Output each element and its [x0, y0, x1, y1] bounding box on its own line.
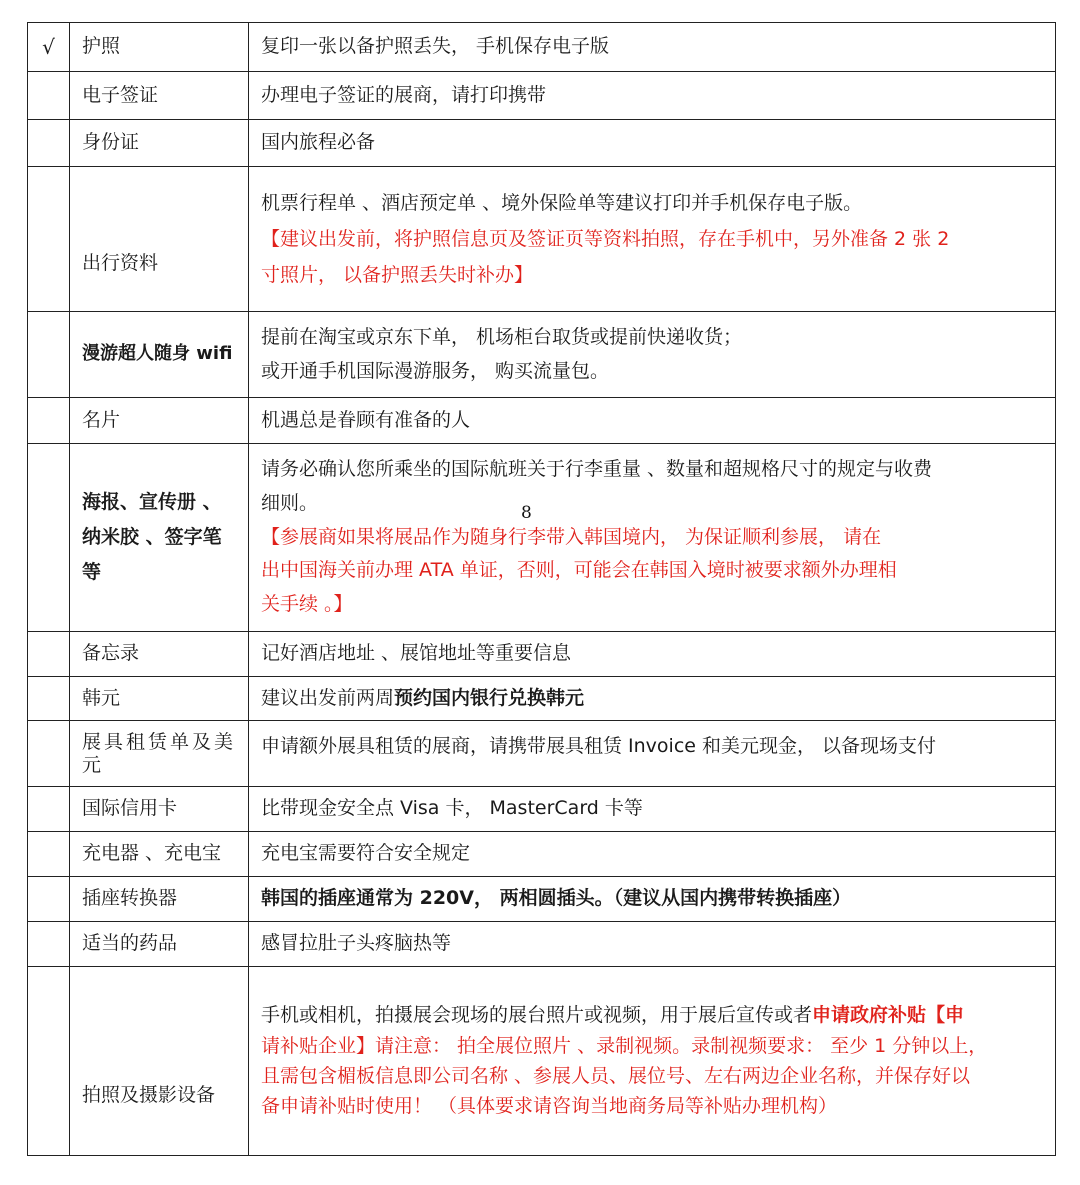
note-cell: [249, 444, 1056, 632]
check-cell[interactable]: [28, 832, 70, 877]
note-cell: 比带现金安全点 Visa 卡， MasterCard 卡等: [249, 787, 1056, 832]
check-cell[interactable]: [28, 444, 70, 632]
table-row: [28, 677, 1056, 721]
note-cell: 韩国的插座通常为 220V， 两相圆插头。（建议从国内携带转换插座）: [249, 877, 1056, 922]
check-cell[interactable]: [28, 967, 70, 1156]
table-row: [28, 967, 1056, 1156]
note-cell: [249, 312, 1056, 398]
item-cell: 韩元: [70, 677, 249, 721]
note-line: [261, 1000, 1045, 1030]
check-cell[interactable]: [28, 398, 70, 444]
item-cell: 备忘录: [70, 632, 249, 677]
note-cell: [249, 967, 1056, 1156]
note-line: 细则。: [261, 491, 319, 514]
note-line: 机票行程单 、酒店预定单 、境外保险单等建议打印并手机保存电子版。: [261, 191, 863, 214]
note-cell: 国内旅程必备: [249, 120, 1056, 167]
note-cell: 感冒拉肚子头疼脑热等: [249, 922, 1056, 967]
table-row: [28, 632, 1056, 677]
note-line: 或开通手机国际漫游服务， 购买流量包。: [261, 359, 610, 382]
check-cell[interactable]: [28, 72, 70, 120]
note-warning-line: 且需包含楣板信息即公司名称 、参展人员、展位号、左右两边企业名称，并保存好以: [261, 1065, 971, 1087]
check-cell[interactable]: [28, 167, 70, 312]
note-warning-line: 关手续 。】: [261, 593, 353, 616]
check-cell[interactable]: [28, 677, 70, 721]
check-cell[interactable]: [28, 632, 70, 677]
item-cell: 电子签证: [70, 72, 249, 120]
note-cell: [249, 677, 1056, 721]
item-cell: 拍照及摄影设备: [70, 967, 249, 1156]
check-cell[interactable]: [28, 120, 70, 167]
note-emphasis: 预约国内银行兑换韩元: [394, 686, 585, 709]
item-cell: [70, 444, 249, 632]
note-text: 手机或相机，拍摄展会现场的展台照片或视频，用于展后宣传或者: [261, 1004, 813, 1027]
item-cell: 护照: [70, 23, 249, 72]
note-cell: [249, 167, 1056, 312]
table-row: [28, 120, 1056, 167]
note-warning-line: 寸照片， 以备护照丢失时补办】: [261, 264, 534, 287]
note-cell: 复印一张以备护照丢失， 手机保存电子版: [249, 23, 1056, 72]
check-cell[interactable]: [28, 721, 70, 787]
item-cell: 充电器 、充电宝: [70, 832, 249, 877]
table-row: [28, 877, 1056, 922]
item-cell: 漫游超人随身 wifi: [70, 312, 249, 398]
check-cell[interactable]: [28, 312, 70, 398]
item-cell: [70, 721, 249, 787]
table-row: [28, 167, 1056, 312]
note-warning-line: 【建议出发前，将护照信息页及签证页等资料拍照，存在手机中，另外准备 2 张 2: [261, 227, 950, 250]
item-cell: 名片: [70, 398, 249, 444]
note-warning-line: 请补贴企业】请注意： 拍全展位照片 、录制视频。录制视频要求： 至少 1 分钟以上，: [261, 1034, 988, 1057]
item-cell: 出行资料: [70, 167, 249, 312]
note-line: 请务必确认您所乘坐的国际航班关于行李重量 、数量和超规格尺寸的规定与收费: [261, 457, 933, 480]
table-row: [28, 922, 1056, 967]
table-row: [28, 444, 1056, 632]
table-row: [28, 398, 1056, 444]
item-line: 元: [82, 753, 102, 776]
packing-checklist-table: [27, 22, 1056, 1156]
check-cell[interactable]: [28, 877, 70, 922]
item-cell: 身份证: [70, 120, 249, 167]
table-row: [28, 721, 1056, 787]
table-row: [28, 23, 1056, 72]
table-row: [28, 312, 1056, 398]
page-number: 8: [521, 503, 532, 523]
note-warning-line: 备申请补贴时使用！ （具体要求请咨询当地商务局等补贴办理机构）: [261, 1095, 838, 1118]
note-text: 建议出发前两周: [261, 686, 395, 709]
check-cell[interactable]: [28, 787, 70, 832]
table-row: [28, 832, 1056, 877]
note-line: 提前在淘宝或京东下单， 机场柜台取货或提前快递收货；: [261, 326, 743, 349]
item-cell: 插座转换器: [70, 877, 249, 922]
note-cell: 办理电子签证的展商，请打印携带: [249, 72, 1056, 120]
item-line: 纳米胶 、签字笔: [82, 525, 222, 548]
note-emphasis: 申请政府补贴【申: [812, 1004, 965, 1027]
table-row: [28, 787, 1056, 832]
item-cell: 国际信用卡: [70, 787, 249, 832]
item-cell: 适当的药品: [70, 922, 249, 967]
check-cell[interactable]: √: [28, 23, 70, 72]
check-cell[interactable]: [28, 922, 70, 967]
item-line: 展具租赁单及美: [82, 730, 237, 753]
note-cell: 记好酒店地址 、展馆地址等重要信息: [249, 632, 1056, 677]
note-warning-line: 出中国海关前办理 ATA 单证，否则，可能会在韩国入境时被要求额外办理相: [261, 559, 897, 582]
item-line: 等: [82, 561, 102, 584]
table-row: [28, 72, 1056, 120]
note-cell: 充电宝需要符合安全规定: [249, 832, 1056, 877]
note-cell: 机遇总是眷顾有准备的人: [249, 398, 1056, 444]
note-cell: 申请额外展具租赁的展商，请携带展具租赁 Invoice 和美元现金， 以备现场支付: [249, 721, 1056, 787]
note-warning-line: 【参展商如果将展品作为随身行李带入韩国境内， 为保证顺利参展， 请在: [261, 525, 882, 548]
item-line: 海报、宣传册 、: [82, 490, 222, 513]
